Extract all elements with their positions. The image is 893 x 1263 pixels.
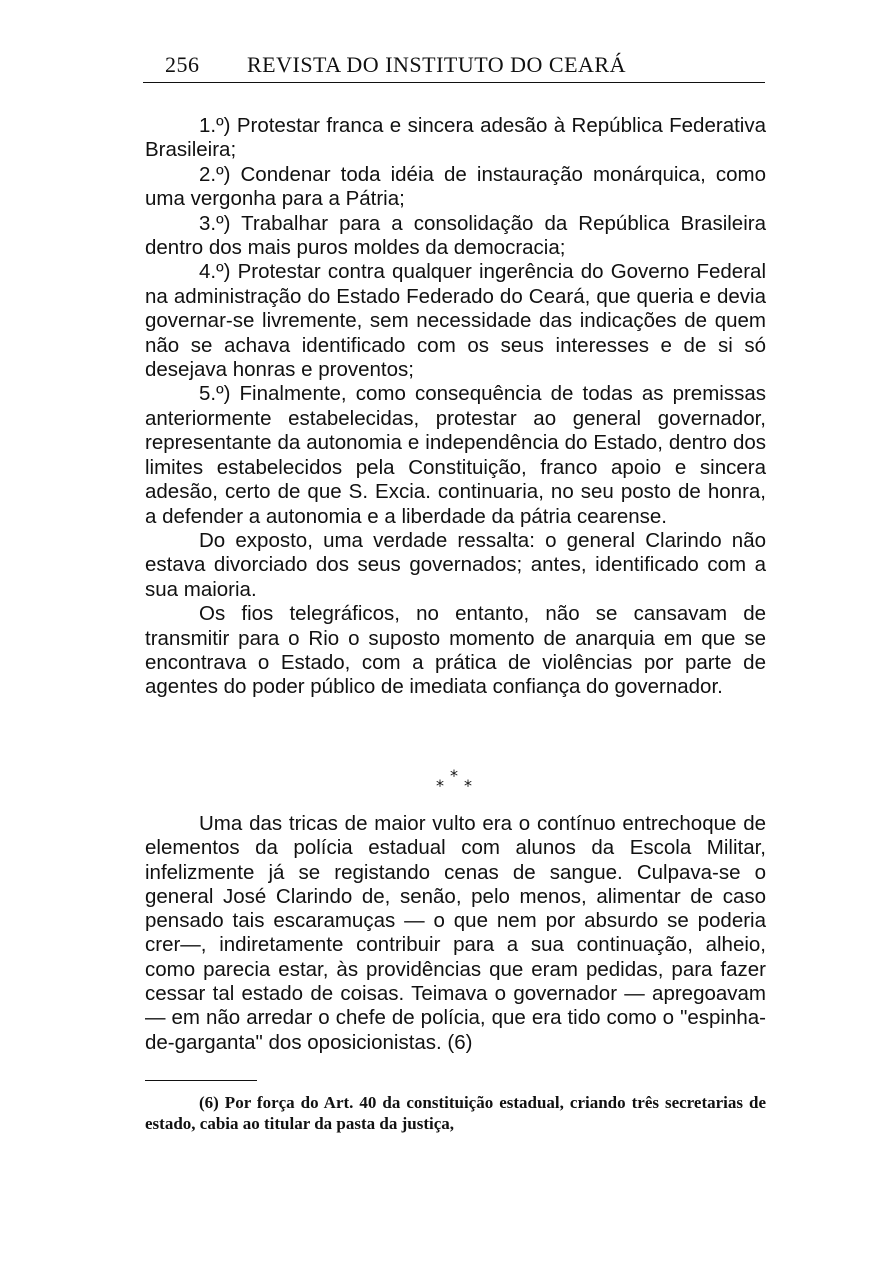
section-separator-asterism bbox=[420, 766, 480, 796]
footnote bbox=[145, 1092, 766, 1134]
paragraph-conclusion: Do exposto, uma verdade ressalta: o general Clarindo não estava divorciado dos seus governados; antes, identificado com a sua maioria. bbox=[145, 528, 766, 601]
page-number: 256 bbox=[165, 52, 200, 77]
asterism-star-right: * bbox=[464, 776, 472, 795]
paragraph-item-1: 1.º) Protestar franca e sincera adesão à República Federativa Brasileira; bbox=[145, 114, 766, 162]
main-text-block bbox=[145, 114, 766, 700]
running-title: REVISTA DO INSTITUTO DO CEARÁ bbox=[247, 52, 626, 77]
paragraph-item-3: 3.º) Trabalhar para a consolidação da República Brasileira dentro dos mais puros moldes da democracia; bbox=[145, 211, 766, 260]
paragraph-telegraph: Os fios telegráficos, no entanto, não se cansavam de transmitir para o Rio o suposto momento de anarquia em que se encontrava o Estado, com a prática de violências por parte de agentes do poder público de imediata confiança do governador. bbox=[145, 602, 766, 699]
paragraph-item-4: 4.º) Protestar contra qualquer ingerência do Governo Federal na administração do Estado Federado do Ceará, que queria e devia governar-se livremente, sem necessidade das indicações de quem não se achava identificado com os seus interesses e de si só desejava honras e proventos; bbox=[145, 260, 766, 382]
footnote-rule bbox=[145, 1080, 257, 1081]
second-text-block bbox=[145, 812, 766, 1055]
running-header bbox=[143, 52, 765, 83]
asterism-star-top: * bbox=[450, 766, 458, 785]
asterism-star-left: * bbox=[436, 776, 444, 795]
footnote-text: (6) Por força do Art. 40 da constituição estadual, criando três secretarias de estado, cabia ao titular da pasta da justiça, bbox=[145, 1093, 766, 1133]
paragraph-item-5: 5.º) Finalmente, como consequência de todas as premissas anteriormente estabelecidas, protestar ao general governador, representante da autonomia e independência do Estado, dentro dos limites estabelecidos pela Constituição, franco apoio e sincera adesão, certo de que S. Excia. continuaria, no seu posto de honra, a defender a autonomia e a liberdade da pátria cearense. bbox=[145, 382, 766, 528]
paragraph-tricas: Uma das tricas de maior vulto era o contínuo entrechoque de elementos da polícia estadual com alunos da Escola Militar, infelizmente já se registando cenas de sangue. Culpava-se o general José Clarindo de, senão, pelo menos, alimentar de caso pensado tais escaramuças — o que nem por absurdo se poderia crer—, indiretamente contribuir para a sua continuação, alheio, como parecia estar, às providências que eram pedidas, para fazer cessar tal estado de coisas. Teimava o governador — apregoavam— em não arredar o chefe de polícia, que era tido como o "espinha-de-garganta" dos oposicionistas. (6) bbox=[145, 812, 766, 1054]
paragraph-item-2: 2.º) Condenar toda idéia de instauração monárquica, como uma vergonha para a Pátria; bbox=[145, 162, 766, 211]
